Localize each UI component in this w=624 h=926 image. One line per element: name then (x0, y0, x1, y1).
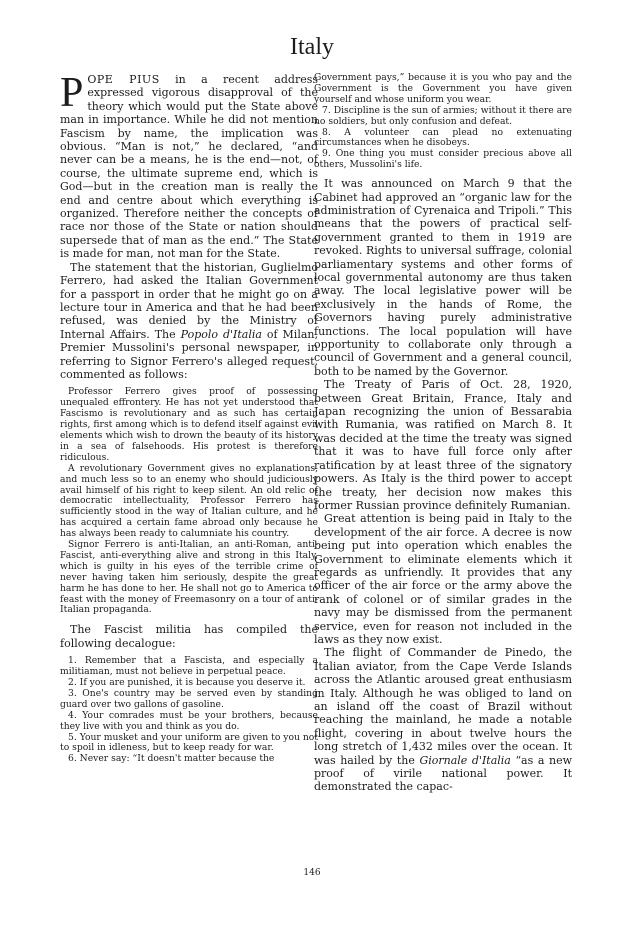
decalogue-item: 6. Never say: “It doesn't matter because the (68, 753, 275, 765)
newspaper-name: Popolo d'Italia (180, 327, 262, 341)
quote-paragraph: Professor Ferrero gives proof of possessing unequaled effrontery. He has not yet understood that Fascismo is revolutionary and as such has certain rights, first among which is to defend itself against evil elements which wish to drown the beauty of its history in a sea of falsehoods. His protest is therefore ridiculous. (60, 386, 318, 463)
de-pinedo-paragraph (314, 646, 572, 793)
opening-paragraph (60, 70, 318, 261)
right-column (314, 73, 572, 794)
decalogue-item: 2. If you are punished, it is because you deserve it. (68, 677, 306, 688)
ferrero-paragraph (60, 261, 318, 382)
quote-paragraph: A revolutionary Government gives no explanations, and much less so to an enemy who should judiciously avail himself of his right to keep silent. An old relic of democratic intellectuality, Professor Ferrero has sufficiently stood in the way of Italian culture, and he has acquired a certain fame abroad only because he has always been ready to calumniate his country. (60, 462, 318, 540)
decalogue-item: 5. Your musket and your uniform are given to you not to spoil in idleness, but to keep ready for war. (60, 731, 318, 754)
air-force-paragraph: Great attention is being paid in Italy to the development of the air force. A decree is now being put into operation which enables the Government to eliminate elements which it regards as unfriendly. It provides that any officer of the air force or the army above the rank of colonel or of similar grades in the navy may be dismissed from the permanent service, even for reason not included in the laws as they now exist. (314, 512, 572, 646)
page-number: 146 (303, 868, 321, 878)
decalogue-item: 9. One thing you must consider precious above all others, Mussolini's life. (314, 148, 572, 171)
decalogue-item-continued: Government pays,” because it is you who pay and the Government is the Government you have given yourself and whose uniform you wear. (314, 72, 572, 105)
decalogue-item: 1. Remember that a Fascista, and especially a militiaman, must not believe in perpetual peace. (60, 655, 318, 678)
de-pinedo-text-start: The flight of Commander de Pinedo, the Italian aviator, from the Cape Verde Islands across the Atlantic aroused great enthusiasm in Italy. Although he was obliged to land on an island off the coast of Brazil without reaching the mainland, he made a notable flight, covering in about twelve hours the long stretch of 1,432 miles over the ocean. It was hailed by the (314, 646, 572, 767)
decalogue-item: 3. One's country may be served even by standing guard over two gallons of gasoline. (60, 687, 318, 710)
page-title: Italy (290, 34, 334, 60)
ferrero-text-start: The statement that the historian, Guglielmo Ferrero, had asked the Italian Government for a passport in order that he might go on a lecture tour in America and that he had been refused, was denied by the Ministry of Internal Affairs. The (60, 260, 318, 341)
newspaper-name: Giornale d'Italia (419, 753, 511, 767)
decalogue-item: 7. Discipline is the sun of armies; without it there are no soldiers, but only confusion and defeat. (314, 104, 572, 127)
decalogue-intro: The Fascist militia has compiled the following decalogue: (60, 623, 318, 650)
drop-cap: P (60, 70, 84, 116)
quote-paragraph: Signor Ferrero is anti-Italian, an anti-Roman, anti-Fascist, anti-everything alive and strong in this Italy, which is guilty in his eyes of the terrible crime of never having taken him seriously, despite the great harm he has done to her. He shall not go to America to feast with the money of Freemasonry on a tour of anti-Italian propaganda. (60, 539, 318, 616)
cyrenaica-paragraph: It was announced on March 9 that the Cabinet had approved an “organic law for the administration of Cyrenaica and Tripoli.” This means that the powers of practical self-government granted to them in 1919 are revoked. Rights to universal suffrage, colonial parliamentary systems and other forms of local governmental autonomy are thus taken away. The local legislative power will be exclusively in the hands of Rome, the Governors having purely administrative functions. The local population will have opportunity to collaborate only through a council of Government and a general council, both to be named by the Governor. (314, 177, 572, 378)
left-column (60, 70, 318, 765)
opening-caps: OPE PIUS (87, 73, 160, 86)
decalogue-item: 8. A volunteer can plead no extenuating circumstances when he disobeys. (314, 126, 572, 149)
decalogue-item: 4. Your comrades must be your brothers, because they live with you and think as you do. (60, 709, 318, 732)
treaty-paragraph: The Treaty of Paris of Oct. 28, 1920, between Great Britain, France, Italy and Japan recognizing the union of Bessarabia with Rumania, was ratified on March 8. It was decided at the time the treaty was signed that it was to have full force only after ratification by at least three of the signatory powers. As Italy is the third power to accept the treaty, her decision now makes this former Russian province definitely Rumanian. (314, 378, 572, 512)
opening-text: in a recent address expressed vigorous disapproval of the theory which would put the State above man in importance. While he did not mention Fascism by name, the implication was obvious. “Man is not,” he declared, “and never can be a means, he is the end—not, of course, the ultimate supreme end, which is God—but in the creation man is really the end and centre about which everything is organized. Therefore neither the concepts of race nor those of the State or nation should supersede that of man as the end.” The State is made for man, not man for the State. (60, 73, 318, 261)
ferrero-text-end: of Milan, Premier Mussolini's personal newspaper, in referring to Signor Ferrero's alleged request, commented as follows: (60, 327, 318, 381)
de-pinedo-text-end: “as a new proof of virile national power. It demonstrated the capac- (314, 753, 572, 794)
